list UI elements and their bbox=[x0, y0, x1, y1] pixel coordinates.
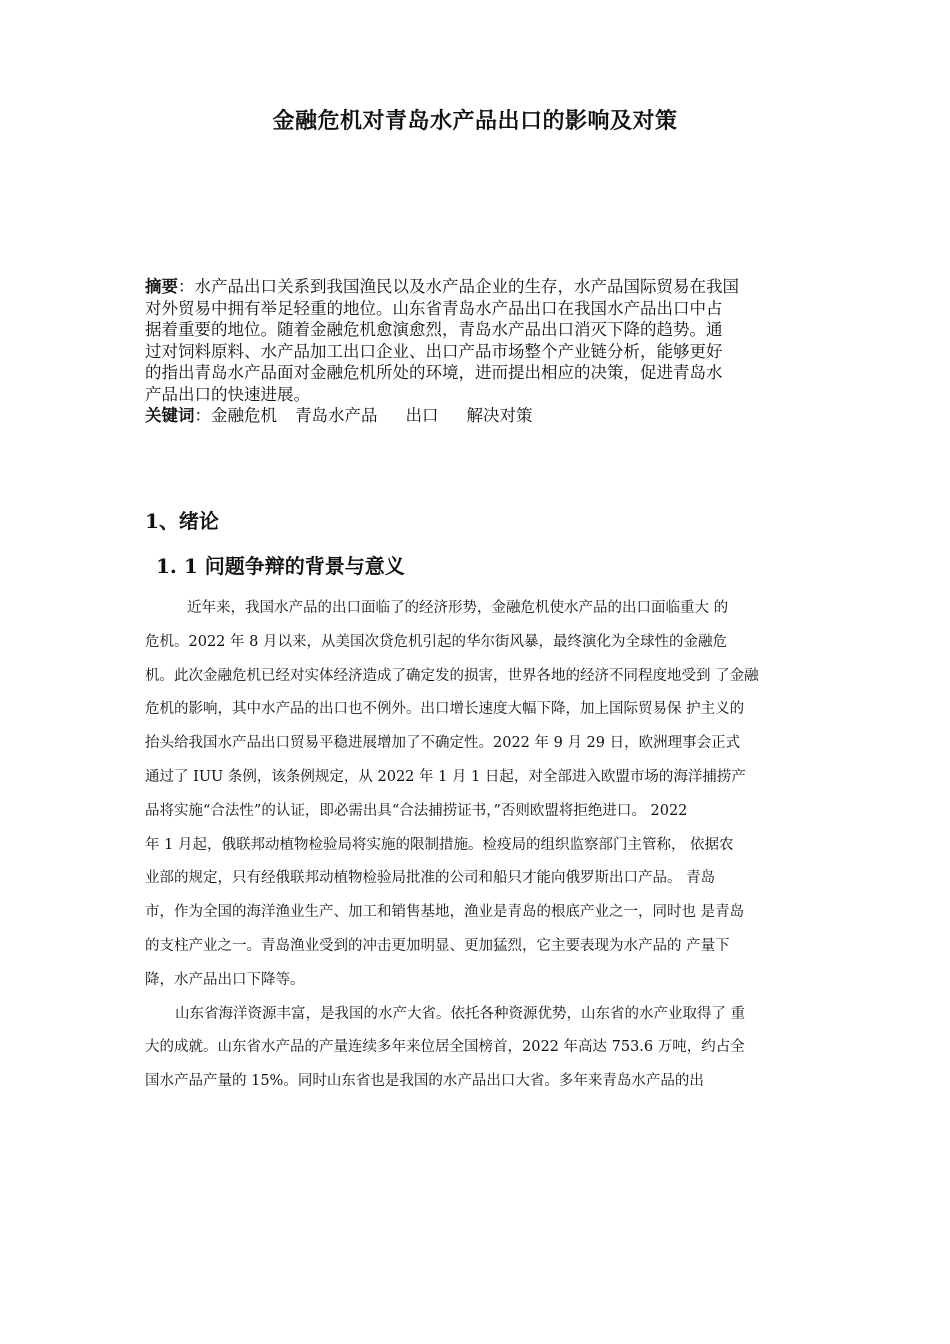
keywords-colon: ： bbox=[194, 406, 211, 425]
keywords-line bbox=[145, 405, 825, 427]
abstract-text: 水产品出口关系到我国渔民以及水产品企业的生存，水产品国际贸易在我国 bbox=[194, 277, 739, 296]
body-text bbox=[145, 592, 825, 1099]
abstract-line: 过对饲料原料、水产品加工出口企业、出口产品市场整个产业链分析，能够更好 bbox=[145, 341, 723, 361]
paragraph-line: 通过了 IUU 条例，该条例规定，从 2022 年 1 月 1 日起，对全部进入欧盟市场的海洋捕捞产 bbox=[145, 768, 746, 785]
paragraph-line: 危机的影响，其中水产品的出口也不例外。出口增长速度大幅下降，加上国际贸易保 护主义的 bbox=[145, 701, 745, 718]
paragraph-line: 市，作为全国的海洋渔业生产、加工和销售基地，渔业是青岛的根底产业之一，同时也 是青岛 bbox=[145, 904, 745, 921]
abstract-label: 摘要 bbox=[145, 277, 178, 296]
abstract-block bbox=[145, 276, 825, 427]
paragraph-line: 降，水产品出口下降等。 bbox=[145, 971, 305, 988]
abstract-line: 的指出青岛水产品面对金融危机所处的环境，进而提出相应的决策，促进青岛水 bbox=[145, 363, 723, 382]
abstract-line bbox=[145, 276, 825, 298]
paragraph-line: 国水产品产量的 15%。同时山东省也是我国的水产品出口大省。多年来青岛水产品的出 bbox=[145, 1073, 704, 1090]
paragraph-line: 危机。2022 年 8 月以来，从美国次贷危机引起的华尔街风暴，最终演化为全球性的金融危 bbox=[145, 633, 727, 650]
abstract-line: 据着重要的地位。随着金融危机愈演愈烈，青岛水产品出口消灭下降的趋势。通 bbox=[145, 320, 723, 339]
abstract-line: 对外贸易中拥有举足轻重的地位。山东省青岛水产品出口在我国水产品出口中占 bbox=[145, 298, 723, 318]
paragraph-line: 年 1 月起，俄联邦动植物检验局将实施的限制措施。检疫局的组织监察部门主管称， 依据农 bbox=[145, 836, 734, 853]
paragraph-line: 的支柱产业之一。青岛渔业受到的冲击更加明显、更加猛烈，它主要表现为水产品的 产量下 bbox=[145, 937, 730, 954]
paragraph-line: 近年来，我国水产品的出口面临了的经济形势，金融危机使水产品的出口面临重大 的 bbox=[187, 600, 729, 616]
paragraph-line: 业部的规定，只有经俄联邦动植物检验局批准的公司和船只才能向俄罗斯出口产品。 青岛 bbox=[145, 870, 716, 887]
keyword: 出口 bbox=[405, 406, 439, 425]
keyword: 青岛水产品 bbox=[295, 406, 378, 425]
document-title: 金融危机对青岛水产品出口的影响及对策 bbox=[272, 108, 678, 134]
paragraph-line: 机。此次金融危机已经对实体经济造成了确定发的损害，世界各地的经济不同程度地受到 了金融 bbox=[145, 667, 759, 684]
keyword: 金融危机 bbox=[211, 406, 277, 425]
abstract-line: 产品出口的快速进展。 bbox=[145, 384, 310, 404]
abstract-colon: ： bbox=[178, 277, 195, 296]
subsection-heading: 1. 1 问题争辩的背景与意义 bbox=[156, 554, 405, 578]
section-heading: 1、绪论 bbox=[145, 509, 219, 533]
paragraph-line: 大的成就。山东省水产品的产量连续多年来位居全国榜首，2022 年高达 753.6 万吨，约占全 bbox=[145, 1039, 745, 1056]
keyword: 解决对策 bbox=[466, 406, 533, 425]
paragraph-line: 抬头给我国水产品出口贸易平稳进展增加了不确定性。2022 年 9 月 29 日，欧洲理事会正式 bbox=[145, 735, 741, 752]
keywords-label: 关键词 bbox=[145, 406, 195, 425]
paragraph-line: 品将实施“合法性”的认证，即必需出具“合法捕捞证书，”否则欧盟将拒绝进口。 2022 bbox=[145, 802, 688, 819]
paragraph-line: 山东省海洋资源丰富，是我国的水产大省。依托各种资源优势，山东省的水产业取得了 重 bbox=[175, 1005, 746, 1022]
